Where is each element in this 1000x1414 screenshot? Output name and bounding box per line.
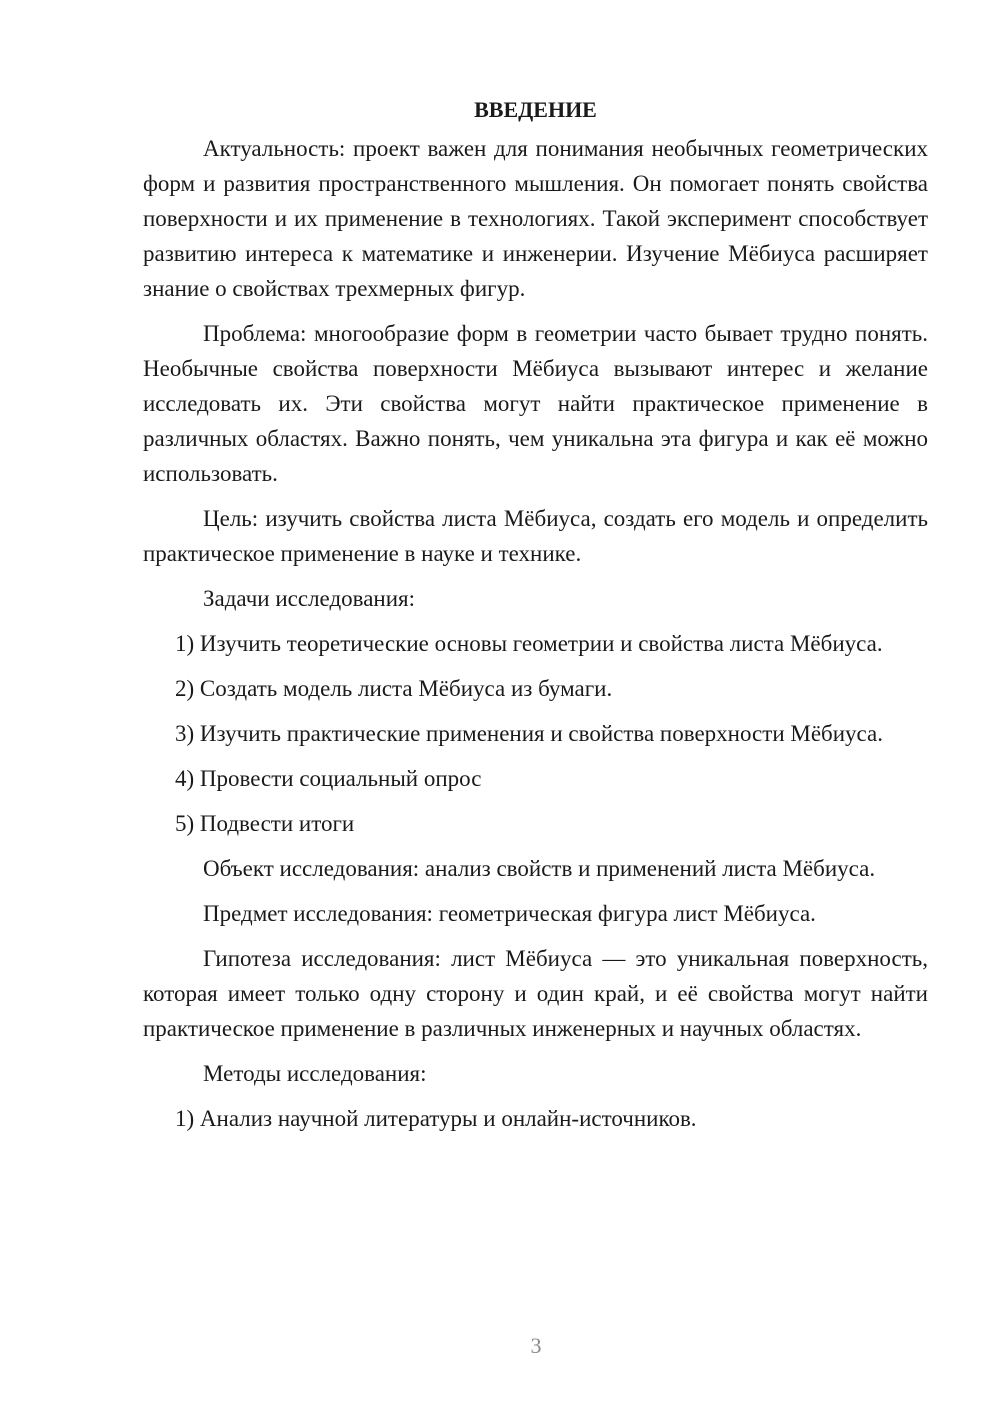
page-number: 3 (530, 1333, 542, 1358)
problem-paragraph: Проблема: многообразие форм в геометрии часто бывает трудно понять. Необычные свойства поверхности Мёбиуса вызывают интерес и желание исследовать их. Эти свойства могут найти практическое применение в различных областях. Важно понять, чем уникальна эта фигура и как её можно использовать. (143, 321, 928, 486)
object-paragraph: Объект исследования: анализ свойств и применений листа Мёбиуса. (203, 856, 876, 881)
task-item-2: 2) Создать модель листа Мёбиуса из бумаги. (175, 676, 613, 701)
document-body (143, 92, 928, 1146)
methods-heading: Методы исследования: (203, 1061, 427, 1086)
task-item-5: 5) Подвести итоги (175, 811, 355, 836)
page-title: ВВЕДЕНИЕ (474, 97, 597, 122)
method-item-1: 1) Анализ научной литературы и онлайн-источников. (175, 1106, 697, 1131)
task-item-1: 1) Изучить теоретические основы геометрии и свойства листа Мёбиуса. (175, 631, 883, 656)
task-item-4: 4) Провести социальный опрос (175, 766, 482, 791)
relevance-paragraph: Актуальность: проект важен для понимания необычных геометрических форм и развития пространственного мышления. Он помогает понять свойства поверхности и их применение в технологиях. Такой эксперимент способствует развитию интереса к математике и инженерии. Изучение Мёбиуса расширяет знание о свойствах трехмерных фигур. (143, 136, 928, 301)
task-item-3: 3) Изучить практические применения и свойства поверхности Мёбиуса. (175, 721, 883, 746)
tasks-heading: Задачи исследования: (203, 586, 416, 611)
subject-paragraph: Предмет исследования: геометрическая фигура лист Мёбиуса. (203, 901, 816, 926)
hypothesis-paragraph: Гипотеза исследования: лист Мёбиуса — это уникальная поверхность, которая имеет только одну сторону и один край, и её свойства могут найти практическое применение в различных инженерных и научных областях. (143, 946, 928, 1041)
goal-paragraph: Цель: изучить свойства листа Мёбиуса, создать его модель и определить практическое применение в науке и технике. (143, 506, 928, 566)
